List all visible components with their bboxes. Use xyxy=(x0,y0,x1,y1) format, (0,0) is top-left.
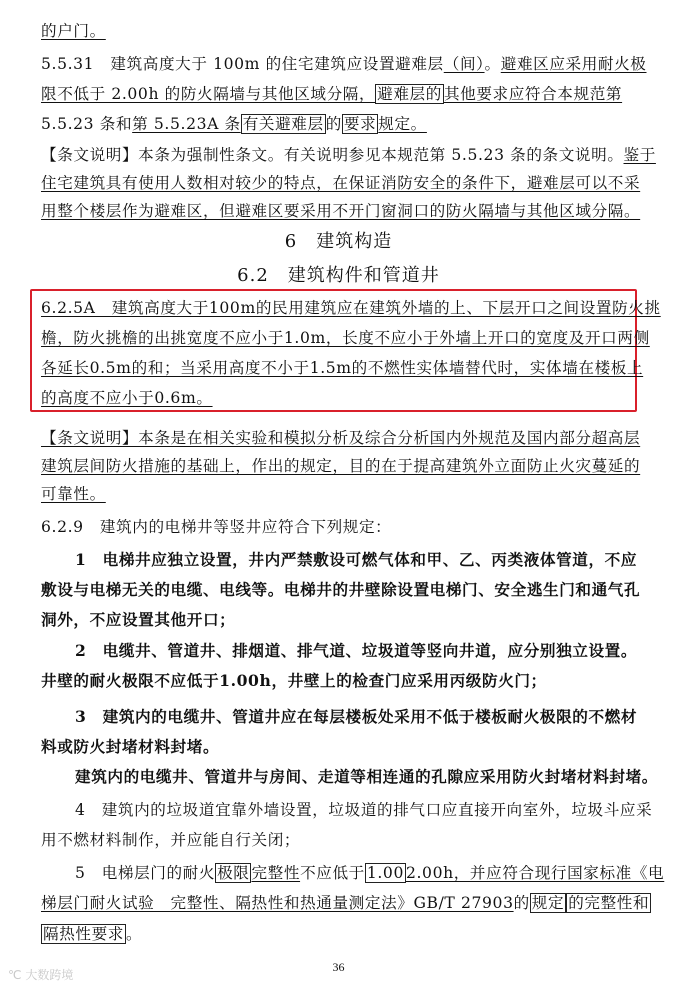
item-5-line-2 xyxy=(41,892,651,914)
clause-6-2-5a-line-2: 檐，防火挑檐的出挑宽度不应小于1.0m，长度不应小于外墙上开口的宽度及开口两侧 xyxy=(41,329,650,347)
text-fragment: 的户门。 xyxy=(41,22,106,40)
explanation-line-2: 住宅建筑具有使用人数相对较少的特点，在保证消防安全的条件下，避难层可以不采 xyxy=(41,174,641,192)
item-3-line-3: 建筑内的电缆井、管道井与房间、走道等相连通的孔隙应采用防火封堵材料封堵。 xyxy=(75,767,658,786)
watermark-text: 大数跨境 xyxy=(25,968,74,982)
text-fragment: 5.5.23 条和 xyxy=(41,115,133,133)
boxed-text: 要求 xyxy=(343,115,377,133)
clause-6-2-5a-line-4: 的高度不应小于0.6m。 xyxy=(41,389,213,407)
text-fragment: 限不低于 2.00h 的防火隔墙与其他区域分隔， xyxy=(41,85,376,103)
text-fragment: 。 xyxy=(484,55,501,73)
section-heading: 6.2 建筑构件和管道井 xyxy=(237,265,440,286)
text-fragment: 其他要求应符合本规范第 xyxy=(443,85,623,103)
text-fragment: （间） xyxy=(443,55,485,73)
text-fragment: 。 xyxy=(125,925,143,943)
explanation-6-2-5a-line-3: 可靠性。 xyxy=(41,485,106,503)
clause-6-2-5a-line-1: 6.2.5A 建筑高度大于100m的民用建筑应在建筑外墙的上、下层开口之间设置防火挑 xyxy=(41,299,661,317)
boxed-text: 1.00 xyxy=(366,864,404,882)
page-number: 36 xyxy=(332,960,345,974)
explanation-6-2-5a-line-1: 【条文说明】本条是在相关实验和模拟分析及综合分析国内外规范及国内部分超高层 xyxy=(41,429,641,447)
boxed-text: 有关避难层 xyxy=(242,115,324,133)
boxed-text: 隔热性要求 xyxy=(43,925,124,943)
item-5-line-3 xyxy=(41,923,142,945)
text-fragment: 不应低于 xyxy=(300,864,365,882)
text-fragment: 5.5.31 建筑高度大于 100m 的住宅建筑应设置避难层 xyxy=(41,55,444,73)
watermark-logo-icon: ℃ xyxy=(8,968,22,982)
clause-5-5-31-line-2 xyxy=(41,83,622,105)
boxed-text: 避难层的 xyxy=(377,85,442,103)
clause-5-5-31-line-3 xyxy=(41,113,427,135)
text-fragment: 避难区应采用耐火极 xyxy=(500,55,647,73)
item-5-line-1 xyxy=(75,862,664,884)
boxed-text: 极限 xyxy=(217,864,250,882)
item-2-line-2: 井壁的耐火极限不应低于1.00h，井壁上的检查门应采用丙级防火门； xyxy=(41,671,547,690)
text-fragment: 梯层门耐火试验 完整性、隔热性和热通量测定法》GB/T 27903 xyxy=(41,894,514,912)
text-fragment: 完整性 xyxy=(251,864,301,882)
item-3-line-1: 3 建筑内的电缆井、管道井应在每层楼板处采用不低于楼板耐火极限的不燃材 xyxy=(75,707,638,726)
explanation-6-2-5a-line-2: 建筑层间防火措施的基础上，作出的规定，目的在于提高建筑外立面防止火灾蔓延的 xyxy=(41,457,641,475)
item-2-line-1: 2 电缆井、管道井、排烟道、排气道、垃圾道等竖向井道，应分别独立设置。 xyxy=(75,641,638,660)
explanation-line-3: 用整个楼层作为避难区，但避难区要采用不开门窗洞口的防火隔墙与其他区域分隔。 xyxy=(41,202,641,220)
item-4-line-1: 4 建筑内的垃圾道宜靠外墙设置，垃圾道的排气口应直接开向室外，垃圾斗应采 xyxy=(75,801,653,819)
clause-5-5-31-line-1 xyxy=(41,53,647,75)
clause-6-2-9-title: 6.2.9 建筑内的电梯井等竖井应符合下列规定： xyxy=(41,518,392,536)
text-fragment: 鉴于 xyxy=(623,146,656,164)
chapter-heading: 6 建筑构造 xyxy=(284,231,393,252)
text-fragment: 的 xyxy=(325,115,342,133)
text-fragment: 5 电梯层门的耐火 xyxy=(75,864,216,882)
boxed-text: 的完整性和 xyxy=(568,894,650,912)
item-1-line-2: 敷设与电梯无关的电缆、电线等。电梯井的井壁除设置电梯门、安全逃生门和通气孔 xyxy=(41,580,641,599)
text-fragment: 【条文说明】本条为强制性条文。有关说明参见本规范第 5.5.23 条的条文说明。 xyxy=(41,146,624,164)
item-1-line-3: 洞外，不应设置其他开口； xyxy=(41,610,236,629)
boxed-text: 规定 xyxy=(531,894,565,912)
item-1-line-1: 1 电梯井应独立设置，井内严禁敷设可燃气体和甲、乙、丙类液体管道，不应 xyxy=(75,550,638,569)
explanation-line-1 xyxy=(41,144,656,166)
text-line xyxy=(41,20,106,42)
text-fragment: 第 5.5.23A 条 xyxy=(132,115,241,133)
text-fragment: 的 xyxy=(513,894,530,912)
watermark xyxy=(8,966,73,983)
clause-6-2-5a-line-3: 各延长0.5m的和；当采用高度不小于1.5m的不燃性实体墙替代时，实体墙在楼板上 xyxy=(41,359,644,377)
text-fragment: 2.00h，并应符合现行国家标准《电 xyxy=(405,864,665,882)
text-fragment: 规定。 xyxy=(378,115,427,133)
item-4-line-2: 用不燃材料制作，并应能自行关闭； xyxy=(41,831,301,849)
item-3-line-2: 料或防火封堵材料封堵。 xyxy=(41,737,220,756)
